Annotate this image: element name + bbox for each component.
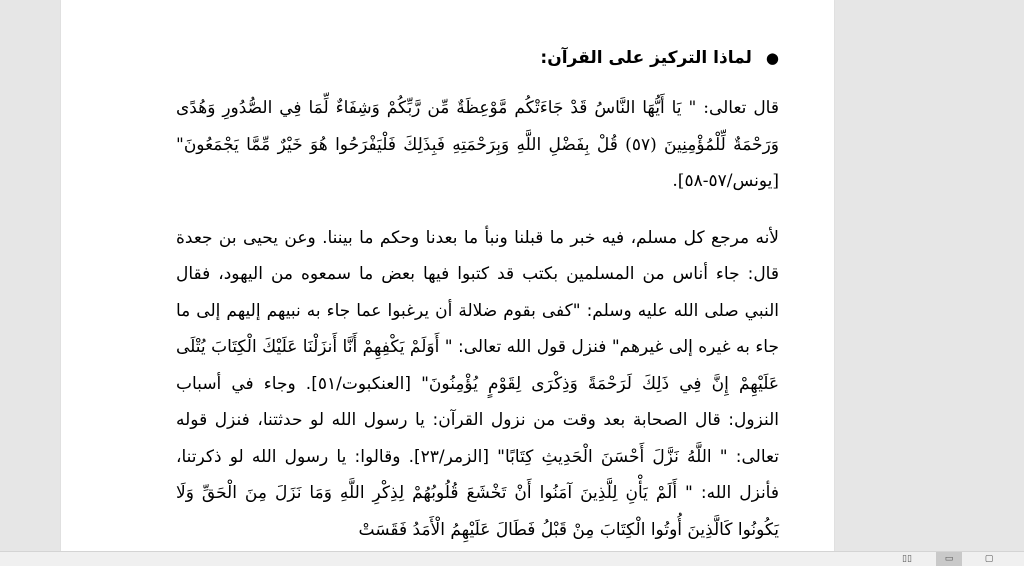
status-bar xyxy=(0,551,1024,566)
bullet-icon: ● xyxy=(765,49,779,67)
print-layout-icon: ▭ xyxy=(944,554,954,564)
heading-text: لماذا التركيز على القرآن: xyxy=(540,48,752,68)
section-heading xyxy=(176,46,779,70)
paragraph-explanation: لأنه مرجع كل مسلم، فيه خبر ما قبلنا ونبأ ما بعدنا وحكم ما بيننا. وعن يحيى بن جعدة قال: جاء أناس من المسلمين بكتب قد كتبوا فيها بعض ما سمعوه من اليهود، فقال النبي صلى الله عليه وسلم: "كفى بقوم ضلالة أن يرغبوا عما جاء به نبيهم إليهم إلى ما جاء به غيره إلى غيرهم" فنزل قول الله تعالى: " أَوَلَمْ يَكْفِهِمْ أَنَّا أَنزَلْنَا عَلَيْكَ الْكِتَابَ يُتْلَى عَلَيْهِمْ إِنَّ فِي ذَلِكَ لَرَحْمَةً وَذِكْرَى لِقَوْمٍ يُؤْمِنُونَ" [العنكبوت/٥١]. وجاء في أسباب النزول: قال الصحابة بعد وقت من نزول القرآن: يا رسول الله لو حدثتنا، فنزل قوله تعالى: " اللَّهُ نَزَّلَ أَحْسَنَ الْحَدِيثِ كِتَابًا" [الزمر/٢٣]. وقالوا: يا رسول الله لو ذكرتنا، فأنزل الله: " أَلَمْ يَأْنِ لِلَّذِينَ آمَنُوا أَنْ تَخْشَعَ قُلُوبُهُمْ لِذِكْرِ اللَّهِ وَمَا نَزَلَ مِنَ الْحَقِّ وَلَا يَكُونُوا كَالَّذِينَ أُوتُوا الْكِتَابَ مِنْ قَبْلُ فَطَالَ عَلَيْهِمُ الْأَمَدُ فَقَسَتْ xyxy=(176,227,779,540)
read-mode-button[interactable] xyxy=(894,552,920,566)
print-layout-button[interactable] xyxy=(936,552,962,566)
document-body[interactable] xyxy=(176,46,779,548)
paragraph-quran-verse: قال تعالى: " يَا أَيُّهَا النَّاسُ قَدْ جَاءَتْكُم مَّوْعِظَةٌ مِّن رَّبِّكُمْ وَشِفَاءٌ لِّمَا فِي الصُّدُورِ وَهُدًى وَرَحْمَةٌ لِّلْمُؤْمِنِينَ (٥٧) قُلْ بِفَضْلِ اللَّهِ وَبِرَحْمَتِهِ فَبِذَلِكَ فَلْيَفْرَحُوا هُوَ خَيْرٌ مِّمَّا يَجْمَعُونَ"[يونس/٥٧-٥٨]. xyxy=(176,98,779,191)
web-layout-button[interactable] xyxy=(976,552,1002,566)
read-mode-icon: ▯▯ xyxy=(902,554,912,564)
document-page xyxy=(61,0,834,552)
web-layout-icon: ▢ xyxy=(984,554,994,564)
